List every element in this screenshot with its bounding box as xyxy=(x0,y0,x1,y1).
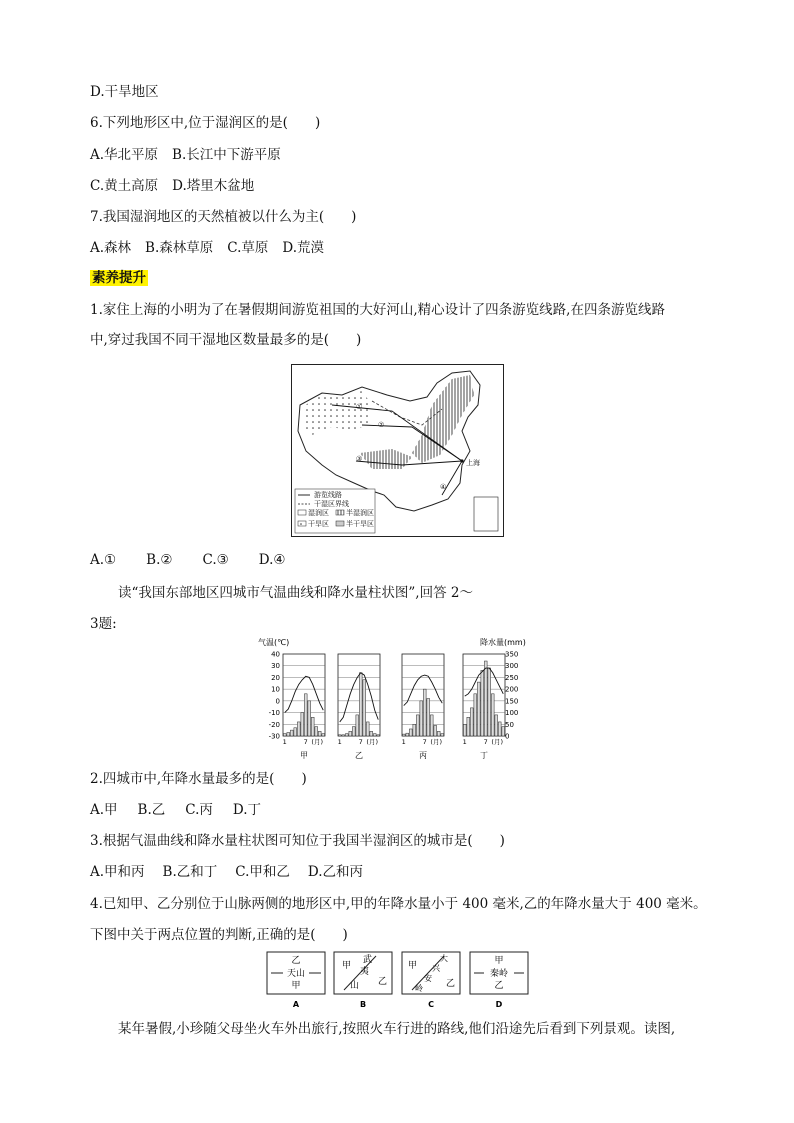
p1-stem-line1: 1.家住上海的小明为了在暑假期间游览祖国的大好河山,精心设计了四条游览线路,在四条游览线路 xyxy=(90,302,665,318)
precip-bar xyxy=(342,735,345,736)
month-unit: (月) xyxy=(366,738,378,746)
q7-option-c[interactable]: C.草原 xyxy=(227,240,269,256)
panel-b xyxy=(334,952,392,1009)
month-unit: (月) xyxy=(430,738,442,746)
svg-text:乙: 乙 xyxy=(446,979,456,989)
q2-options xyxy=(90,800,275,820)
precip-bar xyxy=(488,668,491,736)
q6-options-row1 xyxy=(90,145,295,165)
precip-bar xyxy=(370,731,373,736)
precip-bar xyxy=(477,682,480,736)
temp-tick: 0 xyxy=(275,697,280,706)
precip-bar xyxy=(359,673,362,736)
q7-option-b[interactable]: B.森林草原 xyxy=(145,240,214,256)
precip-tick: 150 xyxy=(505,697,519,706)
precip-tick: 250 xyxy=(505,673,519,682)
city-panel-3 xyxy=(402,654,444,760)
precip-tick: 0 xyxy=(505,732,510,741)
temp-tick: 10 xyxy=(271,685,280,694)
precip-bar xyxy=(294,728,297,736)
precip-bar xyxy=(495,715,498,736)
svg-text:武: 武 xyxy=(363,955,373,965)
q6-option-a[interactable]: A.华北平原 xyxy=(90,147,159,163)
intro-line2: 3题: xyxy=(90,616,117,632)
temp-tick: -10 xyxy=(268,709,280,718)
q3-option-d[interactable]: D.乙和丙 xyxy=(307,864,364,880)
svg-text:兴: 兴 xyxy=(432,964,440,973)
route-mark-4: ④ xyxy=(440,483,447,491)
precip-bar xyxy=(441,734,444,736)
climate-chart xyxy=(258,636,528,766)
precip-bar xyxy=(406,733,409,736)
svg-text:乙: 乙 xyxy=(378,977,388,987)
svg-text:甲: 甲 xyxy=(408,961,418,971)
precip-tick: 200 xyxy=(505,685,519,694)
precip-bar xyxy=(283,734,286,736)
svg-text:甲: 甲 xyxy=(342,961,352,971)
precip-bar xyxy=(434,725,437,736)
precip-bar xyxy=(373,734,376,736)
svg-text:山: 山 xyxy=(350,981,360,991)
month-unit: (月) xyxy=(491,738,503,746)
temp-axis-title: 气温(℃) xyxy=(258,638,290,647)
legend-humid: 湿润区 xyxy=(308,509,329,517)
precip-tick: 50 xyxy=(505,720,514,729)
q3-option-b[interactable]: B.乙和丁 xyxy=(162,864,218,880)
q6-option-c[interactable]: C.黄土高原 xyxy=(90,178,159,194)
month-tick: 7 xyxy=(483,738,488,746)
q3-option-a[interactable]: A.甲和丙 xyxy=(90,864,145,880)
precip-bar xyxy=(304,694,307,736)
q6-option-d[interactable]: D.塔里木盆地 xyxy=(172,178,255,194)
q6-stem: 6.下列地形区中,位于湿润区的是( ) xyxy=(90,115,321,131)
precip-bar xyxy=(437,731,440,736)
q6-option-b[interactable]: B.长江中下游平原 xyxy=(172,147,281,163)
legend-boundary: 干湿区界线 xyxy=(314,500,349,508)
precip-bar xyxy=(318,731,321,736)
svg-text:甲: 甲 xyxy=(494,956,504,966)
intro-line1: 读“我国东部地区四城市气温曲线和降水量柱状图”,回答 2～ xyxy=(118,585,473,601)
legend-semi-arid: 半干旱区 xyxy=(346,520,374,528)
panel-d xyxy=(470,952,528,1009)
precip-bar xyxy=(470,708,473,736)
precip-bar xyxy=(463,724,466,736)
svg-text:乙: 乙 xyxy=(494,981,504,991)
route-mark-1: ① xyxy=(356,403,363,411)
q3-stem: 3.根据气温曲线和降水量柱状图可知位于我国半湿润区的城市是( ) xyxy=(90,833,505,849)
precip-bar xyxy=(484,661,487,736)
precip-bar xyxy=(481,670,484,736)
svg-text:岭: 岭 xyxy=(415,984,423,993)
q4-figure-svg xyxy=(266,950,530,1014)
precip-bar xyxy=(402,734,405,736)
p1-options xyxy=(90,550,299,570)
city-shanghai: 上海 xyxy=(466,459,480,467)
q4-line1: 4.已知甲、乙分别位于山脉两侧的地形区中,甲的年降水量小于 400 毫米,乙的年降水量大于 400 毫米。 xyxy=(90,896,707,912)
p1-option-d[interactable]: D.④ xyxy=(258,552,286,568)
q3-options xyxy=(90,862,377,882)
precip-bar xyxy=(287,732,290,736)
q2-option-a[interactable]: A.甲 xyxy=(90,802,118,818)
precip-bar xyxy=(366,722,369,736)
panel-a xyxy=(267,952,325,1009)
precip-bar xyxy=(377,735,380,736)
q7-stem: 7.我国湿润地区的天然植被以什么为主( ) xyxy=(90,209,357,225)
q4-line2: 下图中关于两点位置的判断,正确的是( ) xyxy=(90,927,348,943)
city-label: 乙 xyxy=(355,751,363,760)
p1-option-a[interactable]: A.① xyxy=(90,552,117,568)
precip-bar xyxy=(311,717,314,736)
precip-bar xyxy=(301,713,304,736)
temp-tick: -30 xyxy=(268,732,280,741)
precip-bar xyxy=(423,689,426,736)
q7-options xyxy=(90,238,338,258)
precip-bar xyxy=(474,694,477,736)
q4-figure xyxy=(266,950,530,1014)
precip-bar xyxy=(338,735,341,736)
precip-bar xyxy=(409,729,412,736)
q2-option-b[interactable]: B.乙 xyxy=(137,802,166,818)
month-unit: (月) xyxy=(311,738,323,746)
temp-tick: 20 xyxy=(271,673,280,682)
route-mark-2: ② xyxy=(378,421,385,429)
temp-tick: 30 xyxy=(271,662,280,671)
q2-option-c[interactable]: C.丙 xyxy=(185,802,213,818)
precip-tick: 350 xyxy=(505,650,519,659)
china-dry-wet-map xyxy=(291,364,504,537)
month-tick: 1 xyxy=(282,738,287,746)
q2-stem: 2.四城市中,年降水量最多的是( ) xyxy=(90,771,307,787)
precip-bar xyxy=(491,694,494,736)
precip-bar xyxy=(308,701,311,736)
p1-stem-line2: 中,穿过我国不同干湿地区数量最多的是( ) xyxy=(90,332,362,348)
city-panel-2 xyxy=(338,654,380,760)
p1-option-b[interactable]: B.② xyxy=(146,552,173,568)
precip-bar xyxy=(322,734,325,736)
panel-a-label: A xyxy=(292,1000,300,1009)
section-title: 素养提升 xyxy=(92,270,146,286)
precip-axis-title: 降水量(mm) xyxy=(480,638,526,647)
precip-bar xyxy=(498,722,501,736)
panel-d-label: D xyxy=(495,1000,503,1009)
month-tick: 1 xyxy=(337,738,342,746)
temp-tick: 40 xyxy=(271,650,280,659)
precip-tick: 100 xyxy=(505,709,519,718)
city-label: 甲 xyxy=(300,751,308,760)
q6-options-row2 xyxy=(90,176,268,196)
precip-bar xyxy=(363,680,366,736)
legend-route: 游览线路 xyxy=(314,491,342,499)
precip-bar xyxy=(349,731,352,736)
q2-option-d[interactable]: D.丁 xyxy=(232,802,262,818)
p1-option-c[interactable]: C.③ xyxy=(202,552,229,568)
city-label: 丙 xyxy=(419,751,427,760)
city-panel-4 xyxy=(463,654,505,760)
precip-bar xyxy=(416,715,419,736)
svg-text:天山: 天山 xyxy=(286,969,306,979)
precip-bar xyxy=(315,727,318,736)
svg-text:甲: 甲 xyxy=(291,981,301,991)
svg-text:夷: 夷 xyxy=(360,967,370,977)
panel-c xyxy=(402,952,460,1009)
svg-text:大: 大 xyxy=(440,954,448,963)
svg-text:秦岭: 秦岭 xyxy=(489,969,509,979)
precip-bar xyxy=(297,722,300,736)
month-tick: 1 xyxy=(401,738,406,746)
route-mark-3: ③ xyxy=(356,455,363,463)
q7-option-d[interactable]: D.荒漠 xyxy=(282,240,325,256)
q7-option-a[interactable]: A.森林 xyxy=(90,240,132,256)
month-tick: 7 xyxy=(358,738,363,746)
precip-bar xyxy=(290,730,293,736)
closing-text: 某年暑假,小珍随父母坐火车外出旅行,按照火车行进的路线,他们沿途先后看到下列景观。读图, xyxy=(118,1021,676,1037)
legend-arid: 干旱区 xyxy=(308,520,329,528)
precip-bar xyxy=(427,699,430,736)
panel-c-label: C xyxy=(428,1000,434,1009)
precip-bar xyxy=(502,727,505,736)
legend-semi-humid: 半湿润区 xyxy=(346,509,374,517)
month-tick: 7 xyxy=(303,738,308,746)
temp-tick: -20 xyxy=(268,720,280,729)
city-panel-1 xyxy=(283,654,325,760)
climate-chart-svg xyxy=(258,636,528,766)
precip-bar xyxy=(413,724,416,736)
month-tick: 7 xyxy=(422,738,427,746)
svg-text:乙: 乙 xyxy=(291,956,301,966)
precip-bar xyxy=(467,717,470,736)
precip-bar xyxy=(345,734,348,736)
city-label: 丁 xyxy=(480,751,488,760)
svg-text:安: 安 xyxy=(424,974,432,983)
precip-tick: 300 xyxy=(505,662,519,671)
q3-option-c[interactable]: C.甲和乙 xyxy=(235,864,290,880)
q5-option-d: D.干旱地区 xyxy=(90,84,159,100)
precip-bar xyxy=(356,715,359,736)
precip-bar xyxy=(420,701,423,736)
map-graphic xyxy=(292,365,503,536)
precip-bar xyxy=(352,727,355,736)
panel-b-label: B xyxy=(359,1000,367,1009)
south-sea-inset xyxy=(474,497,498,531)
month-tick: 1 xyxy=(462,738,467,746)
precip-bar xyxy=(430,715,433,736)
